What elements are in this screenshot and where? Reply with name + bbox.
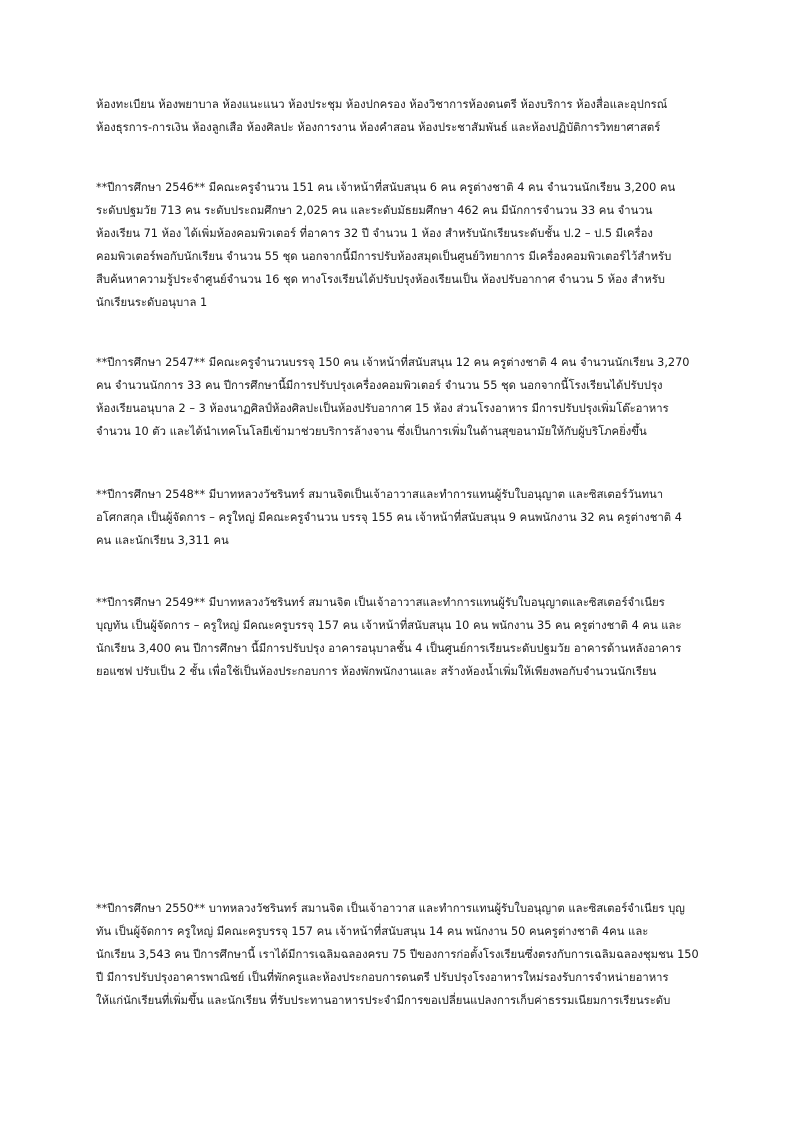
text-line: คน จำนวนนักการ 33 คน ปีการศึกษานี้มีการปรับปรุงเครื่องคอมพิวเตอร์ จำนวน 55 ชุด นอกจากนี้โรงเรียนได้ปรับปรุง [96,379,663,392]
text-line: ทัน เป็นผู้จัดการ ครูใหญ่ มีคณะครูบรรจุ 157 คน เจ้าหน้าที่สนับสนุน 14 คน พนักงาน 50 คนครูต่างชาติ 4คน และ [96,925,649,938]
text-line: ระดับปฐมวัย 713 คน ระดับประถมศึกษา 2,025 คน และระดับมัธยมศึกษา 462 คน มีนักการจำนวน 33 คน จำนวน [96,204,653,217]
text-line: **ปีการศึกษา 2548** มีบาทหลวงวัชรินทร์ สมานจิตเป็นเจ้าอาวาสและทำการแทนผู้รับใบอนุญาต และซิสเตอร์วันทนา [96,488,664,501]
paragraph-year-2548 [96,483,716,552]
paragraph-year-2549 [96,591,716,683]
text-line: บุญทัน เป็นผู้จัดการ – ครูใหญ่ มีคณะครูบรรจุ 157 คน เจ้าหน้าที่สนับสนุน 10 คน พนักงาน 35 คน ครูต่างชาติ 4 คน และ [96,619,682,632]
text-line: **ปีการศึกษา 2546** มีคณะครูจำนวน 151 คน เจ้าหน้าที่สนับสนุน 6 คน ครูต่างชาติ 4 คน จำนวนนักเรียน 3,200 คน [96,181,676,194]
paragraph-year-2550 [96,897,716,1012]
paragraph-year-2546 [96,176,716,314]
text-line: ห้องทะเบียน ห้องพยาบาล ห้องแนะแนว ห้องประชุม ห้องปกครอง ห้องวิชาการห้องดนตรี ห้องบริการ ห้องสื่อและอุปกรณ์ [96,98,668,111]
text-line: ยอแซฟ ปรับเป็น 2 ชั้น เพื่อใช้เป็นห้องประกอบการ ห้องพักพนักงานและ สร้างห้องน้ำเพิ่มให้เพียงพอกับจำนวนนักเรียน [96,665,657,678]
text-line: ห้องเรียนอนุบาล 2 – 3 ห้องนาฏศิลป์ห้องศิลปะเป็นห้องปรับอากาศ 15 ห้อง ส่วนโรงอาหาร มีการปรับปรุงเพิ่มโต๊ะอาหาร [96,402,669,415]
text-line: คอมพิวเตอร์พอกับนักเรียน จำนวน 55 ชุด นอกจากนี้มีการปรับห้องสมุดเป็นศูนย์วิทยาการ มีเครื่องคอมพิวเตอร์ไว้สำหรับ [96,250,672,263]
text-line: อโศกสกุล เป็นผู้จัดการ – ครูใหญ่ มีคณะครูจำนวน บรรจุ 155 คน เจ้าหน้าที่สนับสนุน 9 คนพนักงาน 32 คน ครูต่างชาติ 4 [96,511,682,524]
paragraph-year-2547 [96,351,716,443]
paragraph-rooms [96,93,716,139]
text-line: **ปีการศึกษา 2547** มีคณะครูจำนวนบรรจุ 150 คน เจ้าหน้าที่สนับสนุน 12 คน ครูต่างชาติ 4 คน จำนวนนักเรียน 3,270 [96,356,690,369]
text-line: สืบค้นหาความรู้ประจำศูนย์จำนวน 16 ชุด ทางโรงเรียนได้ปรับปรุงห้องเรียนเป็น ห้องปรับอากาศ จำนวน 5 ห้อง สำหรับ [96,273,665,286]
text-line: นักเรียน 3,400 คน ปีการศึกษา นี้มีการปรับปรุง อาคารอนุบาลชั้น 4 เป็นศูนย์การเรียนระดับปฐมวัย อาคารด้านหลังอาคาร [96,642,682,655]
text-line: นักเรียนระดับอนุบาล 1 [96,296,208,309]
text-line: ห้องเรียน 71 ห้อง ได้เพิ่มห้องคอมพิวเตอร์ ที่อาคาร 32 ปี จำนวน 1 ห้อง สำหรับนักเรียนระดับชั้น ป.2 – ป.5 มีเครื่อง [96,227,653,240]
text-line: **ปีการศึกษา 2549** มีบาทหลวงวัชรินทร์ สมานจิต เป็นเจ้าอาวาสและทำการแทนผู้รับใบอนุญาตและซิสเตอร์จำเนียร [96,596,665,609]
text-line: **ปีการศึกษา 2550** บาทหลวงวัชรินทร์ สมานจิต เป็นเจ้าอาวาส และทำการแทนผู้รับใบอนุญาต และซิสเตอร์จำเนียร บุญ [96,902,685,915]
text-line: นักเรียน 3,543 คน ปีการศึกษานี้ เราได้มีการเฉลิมฉลองครบ 75 ปีของการก่อตั้งโรงเรียนซึ่งตรงกับการเฉลิมฉลองชุมชน 150 [96,948,699,961]
text-line: คน และนักเรียน 3,311 คน [96,534,229,547]
text-line: ปี มีการปรับปรุงอาคารพาณิชย์ เป็นที่พักครูและห้องประกอบการดนตรี ปรับปรุงโรงอาหารใหม่รองรับการจำหน่ายอาหาร [96,971,669,984]
text-line: ให้แก่นักเรียนที่เพิ่มขึ้น และนักเรียน ที่รับประทานอาหารประจำมีการขอเปลี่ยนแปลงการเก็บค่าธรรมเนียมการเรียนระดับ [96,994,671,1007]
text-line: ห้องธุรการ-การเงิน ห้องลูกเสือ ห้องศิลปะ ห้องการงาน ห้องคำสอน ห้องประชาสัมพันธ์ และห้องปฏิบัติการวิทยาศาสตร์ [96,121,661,134]
text-line: จำนวน 10 ตัว และได้นำเทคโนโลยีเข้ามาช่วยบริการล้างจาน ซึ่งเป็นการเพิ่มในด้านสุขอนามัยให้กับผู้บริโภคยิ่งขึ้น [96,425,647,438]
